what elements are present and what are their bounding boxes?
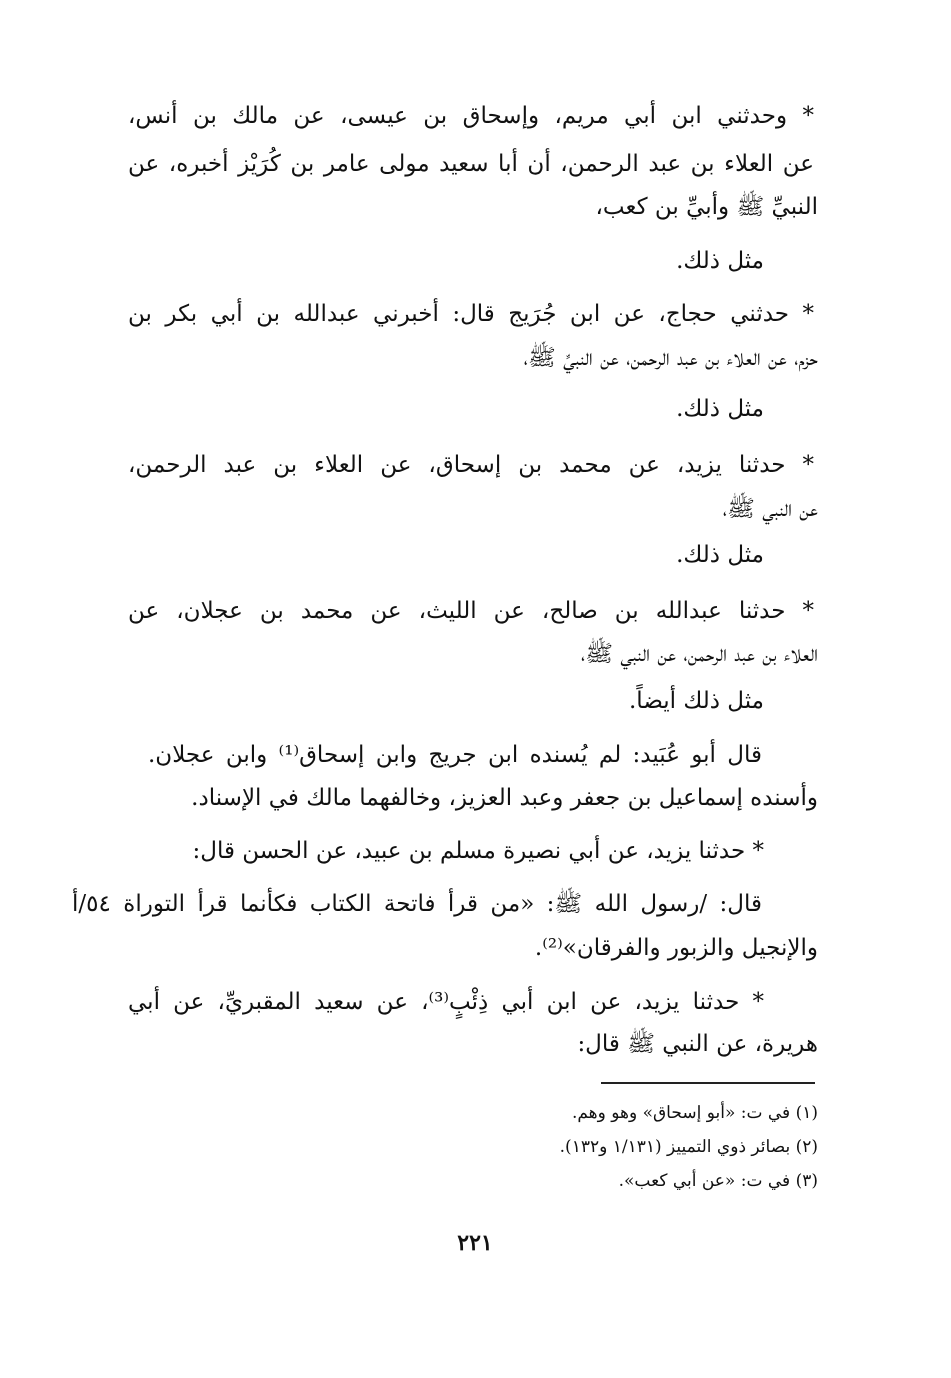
footnote: (٣) في ت: «عن أبي كعب». xyxy=(618,1171,818,1191)
text-line: * حدثنا يزيد، عن ابن أبي ذِئْبٍ⁽³⁾، عن سعيد المقبريِّ، عن أبي xyxy=(128,989,764,1015)
text-line: قال أبو عُبَيد: لم يُسنده ابن جريج وابن إسحاق⁽¹⁾ وابن عجلان. xyxy=(148,742,762,768)
text-line: عن العلاء بن عبد الرحمن، أن أبا سعيد مولى عامر بن كُرَيْز أخبره، عن xyxy=(128,151,814,177)
text-line: هريرة، عن النبي ﷺ قال: xyxy=(577,1031,818,1057)
text-line: النبيِّ ﷺ وأبيِّ بن كعب، xyxy=(595,194,818,220)
page-number: ٢٢١ xyxy=(457,1230,493,1256)
text-line: مثل ذلك. xyxy=(676,248,764,274)
text-line: حزم، عن العلاء بن عبد الرحمن، عن النبيِّ ﷺ، xyxy=(523,345,818,371)
text-line: قال: /رسول الله ﷺ: «من قرأ فاتحة الكتاب فكأنما قرأ التوراة ٥٤/أ xyxy=(72,891,762,917)
text-line: مثل ذلك أيضاً. xyxy=(629,688,764,714)
text-line: مثل ذلك. xyxy=(676,542,764,568)
text-line: * وحدثني ابن أبي مريم، وإسحاق بن عيسى، عن مالك بن أنس، xyxy=(128,103,814,129)
text-line: العلاء بن عبد الرحمن، عن النبي ﷺ، xyxy=(580,641,818,667)
footnote-separator xyxy=(601,1082,815,1084)
text-line: مثل ذلك. xyxy=(676,396,764,422)
footnote: (٢) بصائر ذوي التمييز (١/١٣١ و١٣٢). xyxy=(559,1137,818,1157)
text-line: * حدثنا يزيد، عن أبي نصيرة مسلم بن عبيد، عن الحسن قال: xyxy=(192,838,764,864)
text-line: عن النبي ﷺ، xyxy=(722,496,818,522)
text-line: والإنجيل والزبور والفرقان»⁽²⁾. xyxy=(534,935,818,961)
text-line: وأسنده إسماعيل بن جعفر وعبد العزيز، وخالفهما مالك في الإسناد. xyxy=(191,785,818,811)
text-line: * حدثنا يزيد، عن محمد بن إسحاق، عن العلاء بن عبد الرحمن، xyxy=(128,452,814,478)
text-line: * حدثني حجاج، عن ابن جُرَيج قال: أخبرني عبدالله بن أبي بكر بن xyxy=(128,301,814,327)
footnote: (١) في ت: «أبو إسحاق» وهو وهم. xyxy=(571,1103,818,1123)
text-line: * حدثنا عبدالله بن صالح، عن الليث، عن محمد بن عجلان، عن xyxy=(128,598,814,624)
